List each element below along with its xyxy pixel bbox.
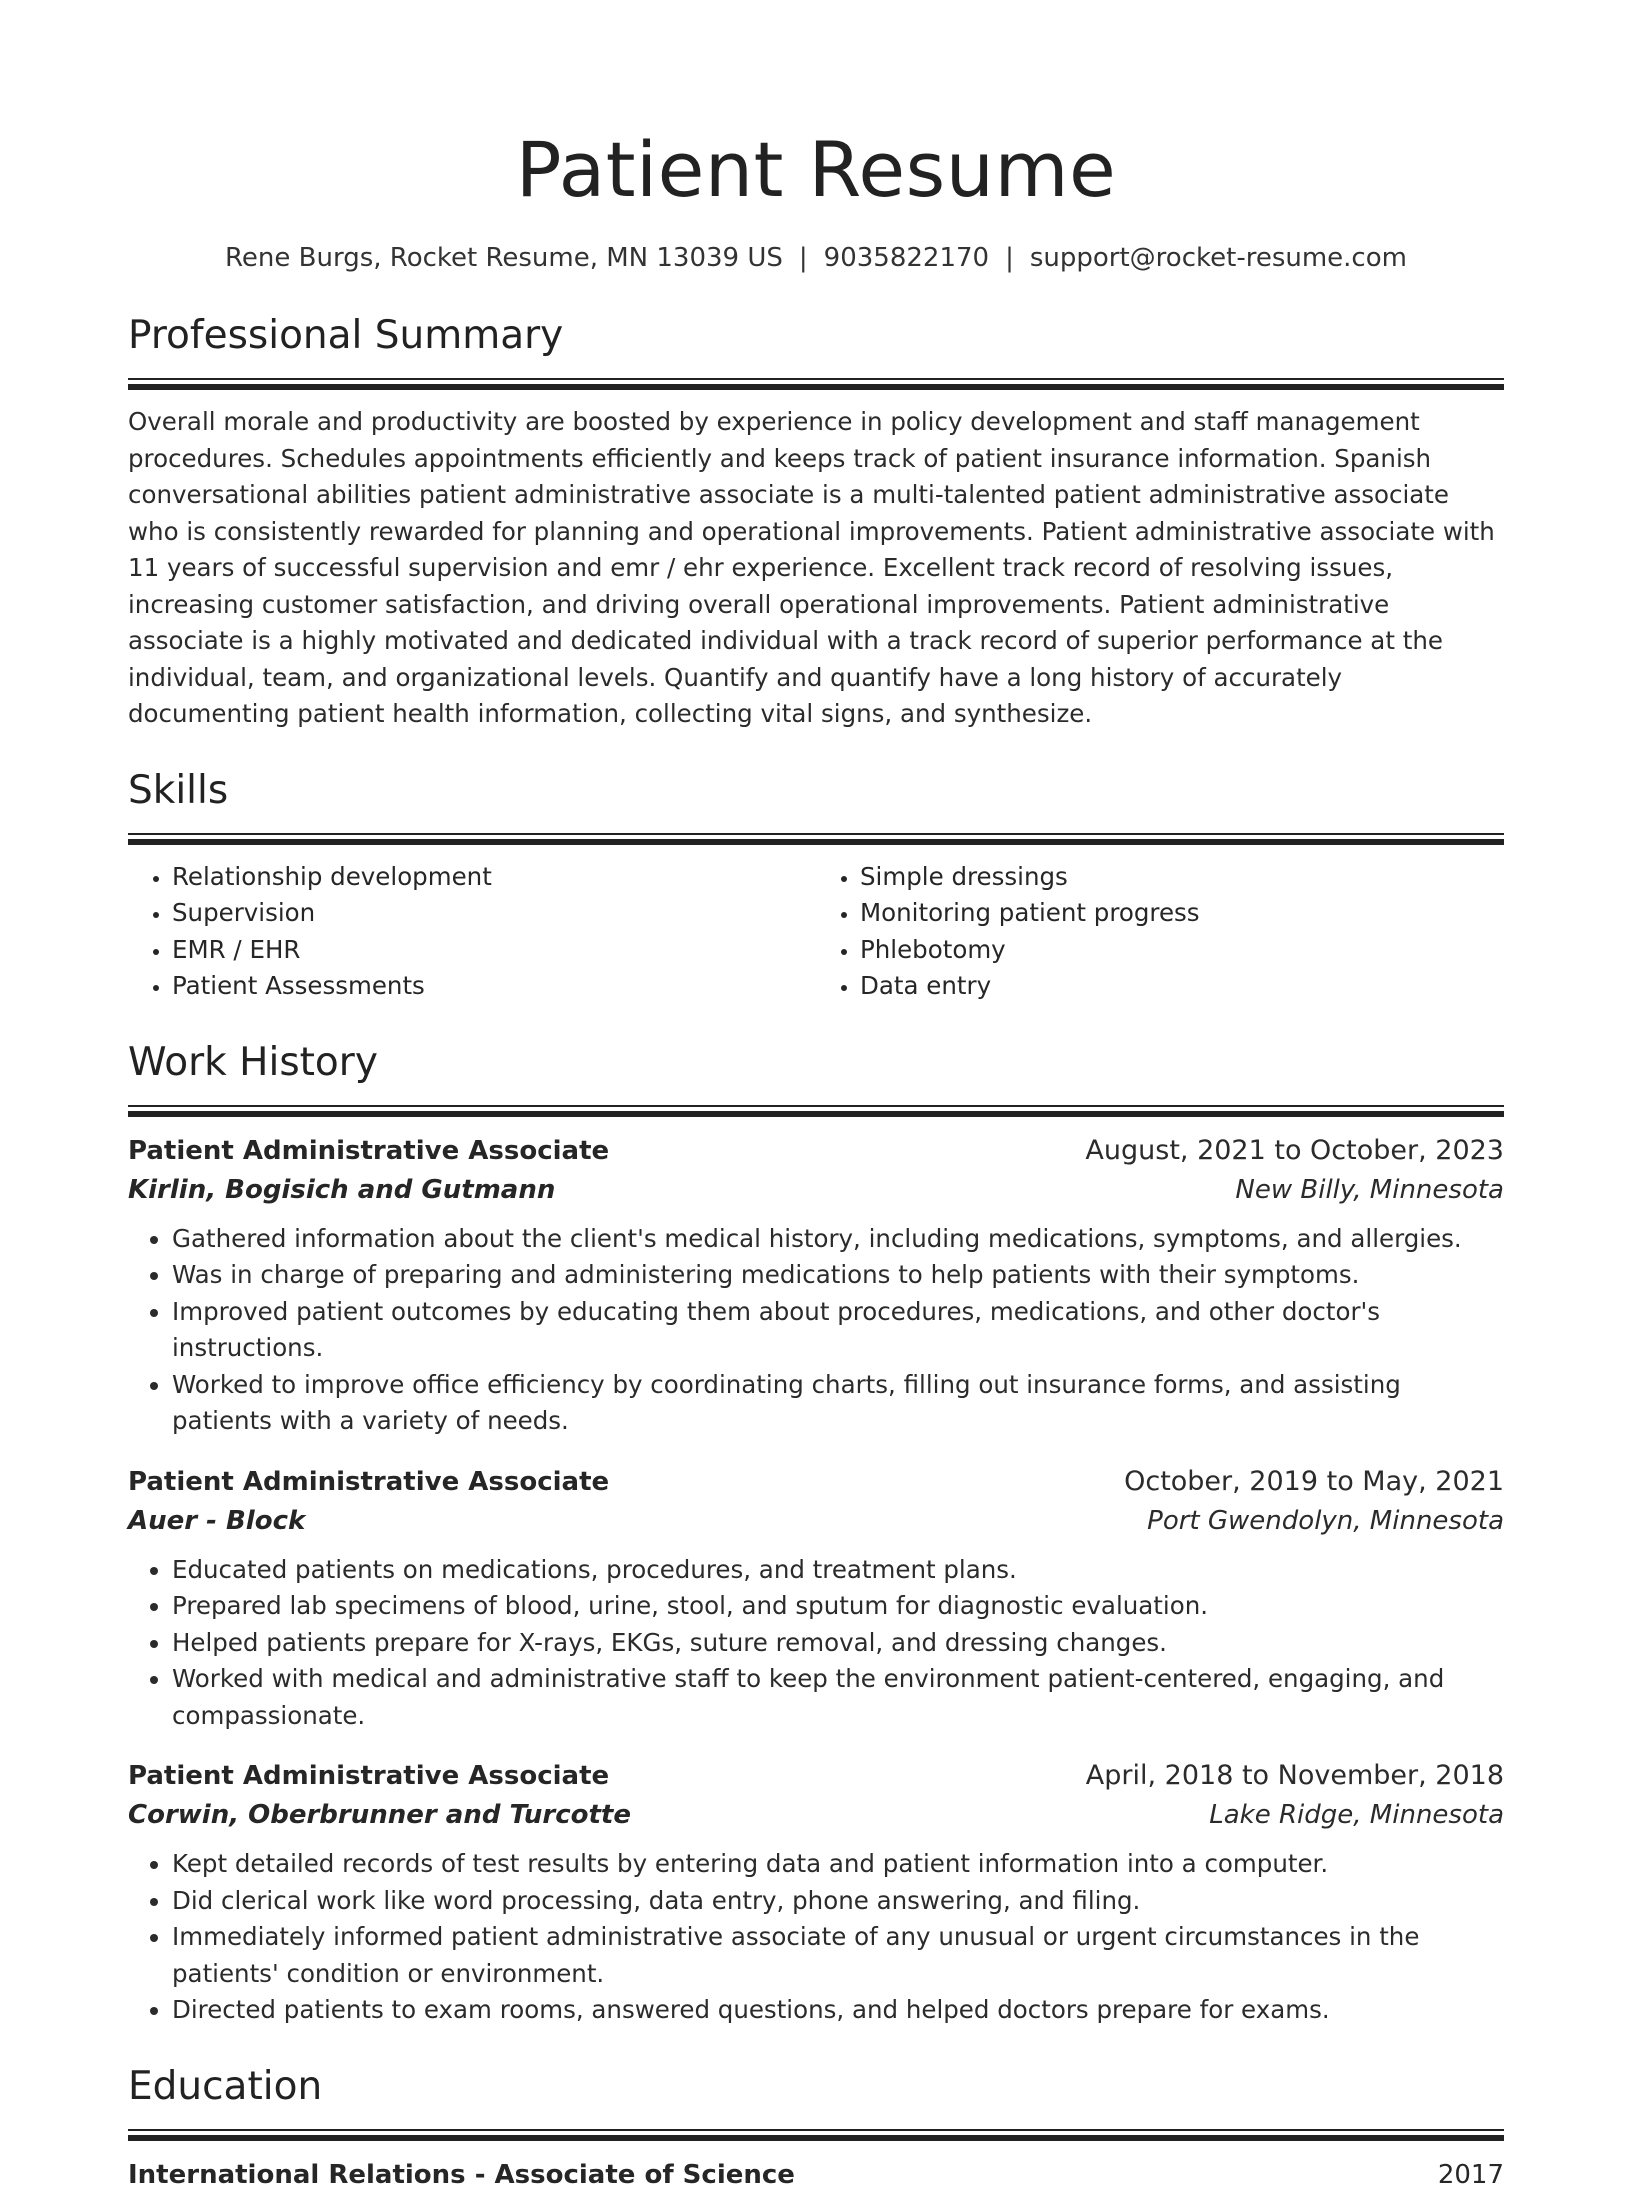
- summary-text: Overall morale and productivity are boosted by experience in policy development and staff management procedures. Schedules appointments efficiently and keeps track of patient insurance information. Spanish conversational abilities patient administrative associate is a multi-talented patient administrative associate who is consistently rewarded for planning and operational improvements. Patient administrative associate with 11 years of successful supervision and emr / ehr experience. Excellent track record of resolving issues, increasing customer satisfaction, and driving overall operational improvements. Patient administrative associate is a highly motivated and dedicated individual with a track record of superior performance at the individual, team, and organizational levels. Quantify and quantify have a long history of accurately documenting patient health information, collecting vital signs, and synthesize.: [128, 407, 1495, 728]
- skills-list-right: [816, 859, 1504, 1005]
- job-company: Auer - Block: [128, 1505, 306, 1536]
- job-bullet: • Immediately informed patient administrative associate of any unusual or urgent circumstances in the patients' condition or environment.: [172, 1919, 1504, 1992]
- skill-item: • Relationship development: [172, 859, 816, 896]
- job-location: Lake Ridge, Minnesota: [1209, 1800, 1504, 1830]
- skill-item: • Patient Assessments: [172, 968, 816, 1005]
- job-bullet: • Directed patients to exam rooms, answered questions, and helped doctors prepare for exams.: [172, 1992, 1504, 2029]
- contact-email: support@rocket-resume.com: [1029, 243, 1407, 273]
- job-company: Corwin, Oberbrunner and Turcotte: [128, 1800, 631, 1830]
- job-header: [128, 1462, 1504, 1502]
- skill-item: • Data entry: [860, 968, 1504, 1005]
- job-bullet: • Improved patient outcomes by educating them about procedures, medications, and other doctor's instructions.: [172, 1294, 1504, 1367]
- job-location: New Billy, Minnesota: [1235, 1174, 1504, 1205]
- job-entry: [128, 1462, 1504, 1735]
- skills-columns: [128, 859, 1504, 1005]
- skill-item: • EMR / EHR: [172, 932, 816, 969]
- work-section: [128, 1037, 1504, 2029]
- job-entry: [128, 1131, 1504, 1440]
- skills-section: [128, 765, 1504, 1005]
- skill-item: • Simple dressings: [860, 859, 1504, 896]
- job-subheader: [128, 1502, 1504, 1540]
- job-bullet: • Educated patients on medications, procedures, and treatment plans.: [172, 1552, 1504, 1589]
- job-bullet: • Helped patients prepare for X-rays, EKGs, suture removal, and dressing changes.: [172, 1625, 1504, 1662]
- page-title: Patient Resume: [515, 125, 1117, 214]
- education-year: 2017: [1437, 2159, 1504, 2190]
- skills-list-left: [128, 859, 816, 1005]
- skill-item: • Supervision: [172, 895, 816, 932]
- job-title: Patient Administrative Associate: [128, 1135, 610, 1166]
- section-divider: [128, 378, 1504, 390]
- work-heading: Work History: [128, 1039, 378, 1085]
- job-bullet: • Worked to improve office efficiency by coordinating charts, filling out insurance forms, and assisting patients with a variety of needs.: [172, 1367, 1504, 1440]
- job-title: Patient Administrative Associate: [128, 1761, 610, 1791]
- job-header: [128, 1131, 1504, 1171]
- job-title: Patient Administrative Associate: [128, 1466, 610, 1497]
- education-degree: International Relations - Associate of Science: [128, 2159, 795, 2190]
- job-subheader: [128, 1796, 1504, 1834]
- job-bullet: • Prepared lab specimens of blood, urine, stool, and sputum for diagnostic evaluation.: [172, 1588, 1504, 1625]
- summary-section: [128, 310, 1504, 733]
- job-dates: April, 2018 to November, 2018: [1085, 1760, 1504, 1791]
- job-bullet: • Was in charge of preparing and administering medications to help patients with their symptoms.: [172, 1257, 1504, 1294]
- education-entry: [128, 2155, 1504, 2195]
- job-subheader: [128, 1171, 1504, 1209]
- job-location: Port Gwendolyn, Minnesota: [1147, 1505, 1504, 1536]
- skills-heading: Skills: [128, 767, 229, 813]
- section-divider: [128, 1105, 1504, 1117]
- education-section: [128, 2061, 1504, 2195]
- job-bullet: • Did clerical work like word processing, data entry, phone answering, and filing.: [172, 1883, 1504, 1920]
- job-dates: October, 2019 to May, 2021: [1124, 1465, 1504, 1497]
- contact-line: [128, 238, 1504, 278]
- section-divider: [128, 2129, 1504, 2141]
- section-divider: [128, 833, 1504, 845]
- job-dates: August, 2021 to October, 2023: [1085, 1134, 1504, 1166]
- skill-item: • Monitoring patient progress: [860, 895, 1504, 932]
- job-bullet: • Gathered information about the client's medical history, including medications, symptoms, and allergies.: [172, 1221, 1504, 1258]
- contact-separator: |: [1005, 243, 1014, 273]
- skill-item: • Phlebotomy: [860, 932, 1504, 969]
- job-header: [128, 1756, 1504, 1796]
- job-bullets: [128, 1552, 1504, 1735]
- contact-separator: |: [798, 243, 808, 273]
- education-heading: Education: [128, 2063, 323, 2109]
- contact-address: Rene Burgs, Rocket Resume, MN 13039 US: [225, 243, 783, 273]
- job-bullets: [128, 1846, 1504, 2029]
- contact-phone: 9035822170: [823, 243, 990, 273]
- job-company: Kirlin, Bogisich and Gutmann: [128, 1174, 556, 1205]
- job-bullet: • Kept detailed records of test results by entering data and patient information into a computer.: [172, 1846, 1504, 1883]
- summary-heading: Professional Summary: [128, 313, 564, 358]
- job-entry: [128, 1756, 1504, 2029]
- job-bullets: [128, 1221, 1504, 1440]
- job-bullet: • Worked with medical and administrative staff to keep the environment patient-centered, engaging, and compassionate.: [172, 1661, 1504, 1734]
